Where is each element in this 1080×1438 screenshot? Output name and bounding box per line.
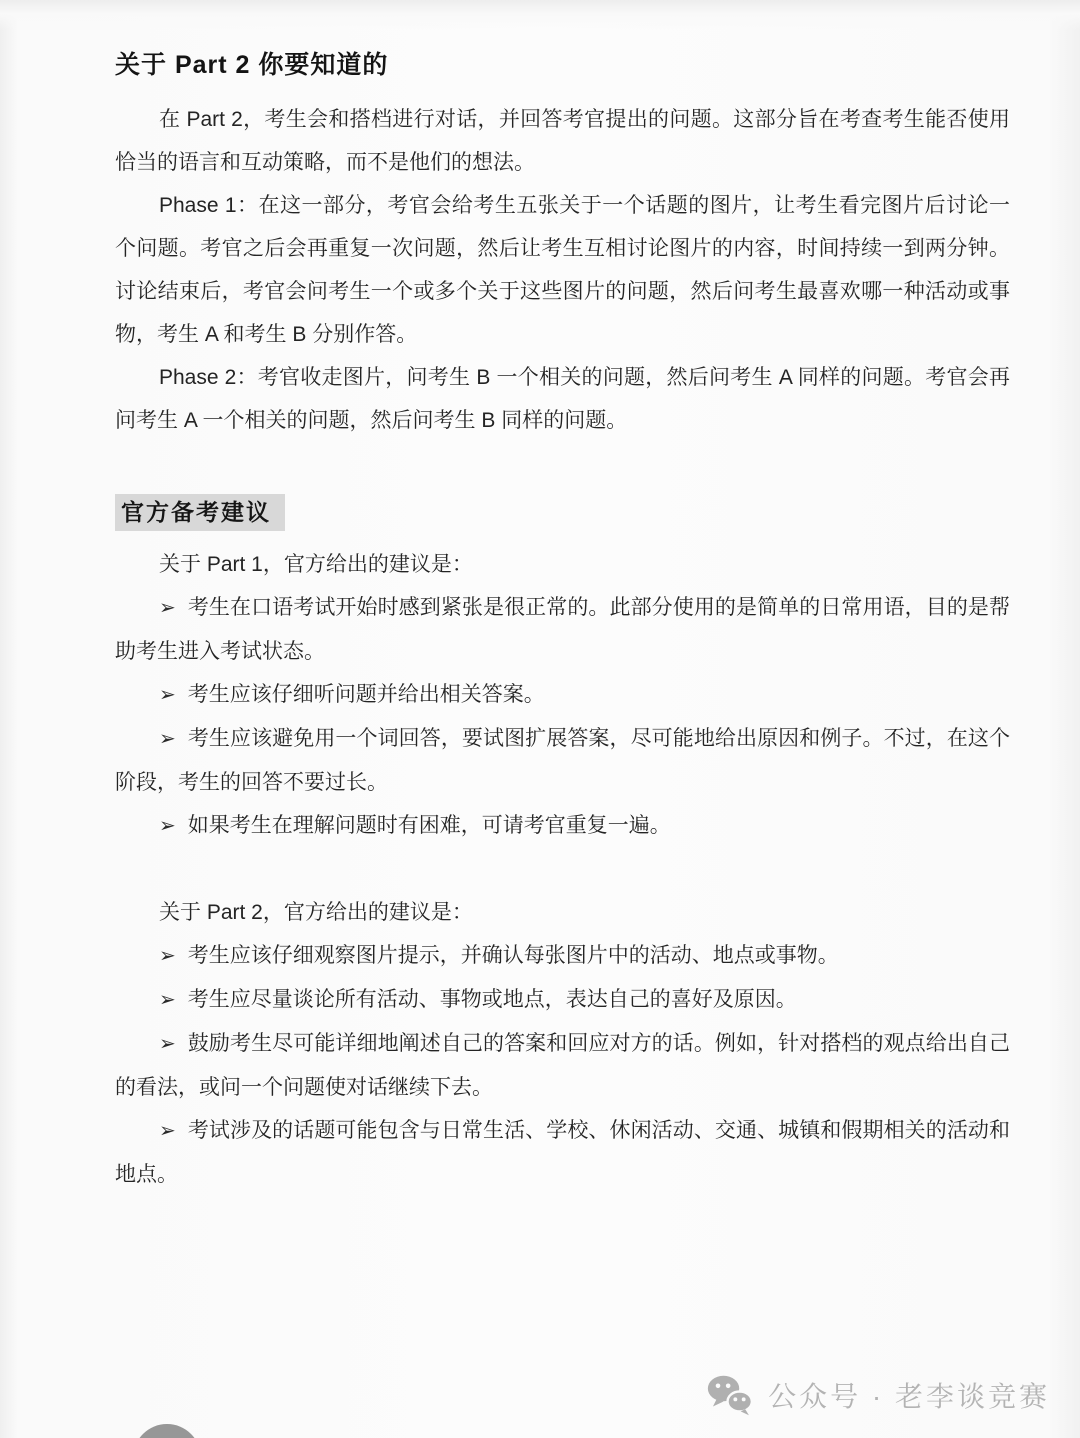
list-item — [115, 673, 1010, 717]
watermark — [706, 1374, 1050, 1416]
phase2-paragraph: Phase 2：考官收走图片，问考生 B 一个相关的问题，然后问考生 A 同样的问题。考官会再问考生 A 一个相关的问题，然后问考生 B 同样的问题。 — [115, 366, 1010, 432]
page-bubble — [133, 1424, 201, 1438]
arrow-bullet-icon: ➢ — [159, 945, 176, 967]
arrow-bullet-icon: ➢ — [159, 1033, 176, 1055]
bullet-text: 鼓励考生尽可能详细地阐述自己的答案和回应对方的话。例如，针对搭档的观点给出自己的看法，或问一个问题使对话继续下去。 — [115, 1032, 1010, 1099]
arrow-bullet-icon: ➢ — [159, 815, 176, 837]
bullet-text: 考生在口语考试开始时感到紧张是很正常的。此部分使用的是简单的日常用语，目的是帮助考生进入考试状态。 — [115, 596, 1010, 663]
watermark-text: 公众号 · 老李谈竞赛 — [768, 1381, 1050, 1412]
arrow-bullet-icon: ➢ — [159, 989, 176, 1011]
list-item — [115, 586, 1010, 673]
intro-paragraph: 在 Part 2，考生会和搭档进行对话，并回答考官提出的问题。这部分旨在考查考生能否使用恰当的语言和互动策略，而不是他们的想法。 — [115, 108, 1010, 174]
arrow-bullet-icon: ➢ — [159, 684, 176, 706]
list-item — [115, 1109, 1010, 1196]
wechat-icon — [706, 1374, 754, 1416]
list-item — [115, 934, 1010, 978]
list-item — [115, 978, 1010, 1022]
bullet-text: 考生应该避免用一个词回答，要试图扩展答案，尽可能地给出原因和例子。不过，在这个阶段，考生的回答不要过长。 — [115, 727, 1010, 794]
arrow-bullet-icon: ➢ — [159, 728, 176, 750]
phase1-paragraph: Phase 1：在这一部分，考官会给考生五张关于一个话题的图片，让考生看完图片后讨论一个问题。考官之后会再重复一次问题，然后让考生互相讨论图片的内容，时间持续一到两分钟。讨论结束后，考官会问考生一个或多个关于这些图片的问题，然后问考生最喜欢哪一种活动或事物，考生 A 和考生 B 分别作答。 — [115, 194, 1010, 346]
bullet-text: 考试涉及的话题可能包含与日常生活、学校、休闲活动、交通、城镇和假期相关的活动和地点。 — [115, 1119, 1010, 1186]
part2-advice-intro: 关于 Part 2，官方给出的建议是： — [159, 901, 473, 924]
arrow-bullet-icon: ➢ — [159, 1120, 176, 1142]
bullet-text: 考生应该仔细听问题并给出相关答案。 — [187, 683, 545, 706]
part2-advice-list — [115, 934, 1010, 1196]
section-heading: 官方备考建议 — [115, 494, 285, 531]
bullet-text: 考生应尽量谈论所有活动、事物或地点，表达自己的喜好及原因。 — [187, 988, 797, 1011]
part1-advice-list — [115, 586, 1010, 848]
list-item — [115, 1022, 1010, 1109]
list-item — [115, 717, 1010, 804]
part1-advice-intro: 关于 Part 1，官方给出的建议是： — [159, 553, 473, 576]
arrow-bullet-icon: ➢ — [159, 597, 176, 619]
page-title: 关于 Part 2 你要知道的 — [115, 51, 389, 79]
list-item — [115, 804, 1010, 848]
bullet-text: 如果考生在理解问题时有困难，可请考官重复一遍。 — [187, 814, 671, 837]
section-heading-row — [115, 494, 1010, 531]
bullet-text: 考生应该仔细观察图片提示，并确认每张图片中的活动、地点或事物。 — [187, 944, 839, 967]
